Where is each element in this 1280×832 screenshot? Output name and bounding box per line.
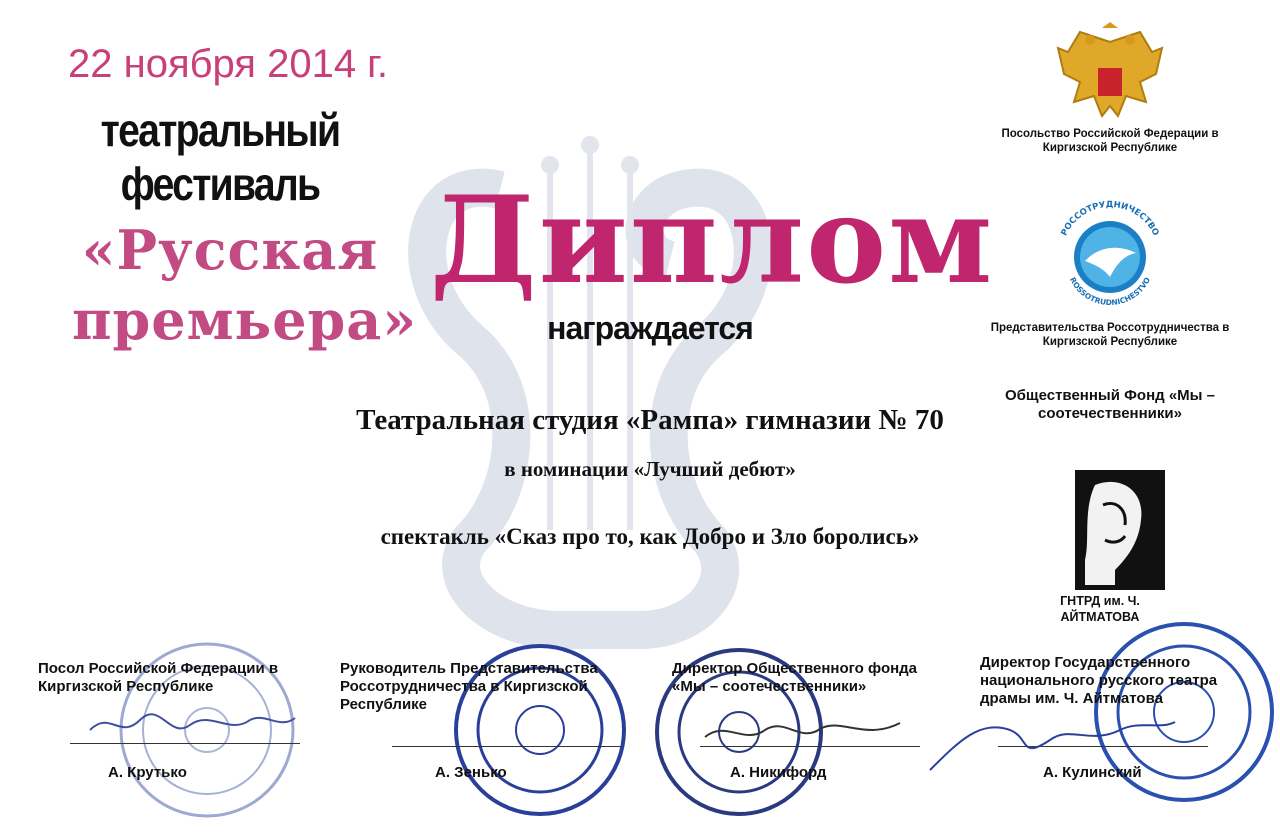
signature-name-1: А. Крутько — [108, 764, 187, 781]
rossotr-ring-top-text: РОССОТРУДНИЧЕСТВО — [1059, 199, 1161, 238]
signature-line-2 — [392, 746, 622, 747]
recipient: Театральная студия «Рампа» гимназии № 70 — [356, 404, 944, 436]
rossotrudnichestvo-label: Представительства Россотрудничества в Киргизской Республике — [990, 322, 1230, 349]
signature-title-1: Посол Российской Федерации в Киргизской Республике — [38, 660, 279, 695]
awarded-text: награждается — [547, 310, 753, 346]
rossotrudnichestvo-logo-icon — [1040, 195, 1180, 315]
festival-name-line1: «Русская — [81, 218, 379, 282]
nomination: в номинации «Лучший дебют» — [504, 457, 796, 481]
festival-name-line2: премьера» — [72, 288, 418, 352]
embassy-label: Посольство Российской Федерации в Киргизской Республике — [1001, 128, 1219, 155]
signature-title-2: Руководитель Представительства Россотрудничества в Киргизской Республике — [340, 660, 598, 713]
signature-name-4: А. Кулинский — [1043, 764, 1142, 781]
rossotr-ring-bottom-text: ROSSOTRUDNICHESTVO — [1068, 275, 1153, 308]
signature-title-4: Директор Государственного национального русского театра драмы им. Ч. Айтматова — [980, 654, 1218, 707]
signature-title-3: Директор Общественного фонда «Мы – соотечественники» — [672, 660, 918, 695]
signature-name-2: А. Зенько — [435, 764, 507, 781]
signature-name-3: А. Никифорд — [730, 764, 827, 781]
festival-line2: фестиваль — [120, 158, 320, 210]
signature-3 — [700, 715, 910, 755]
theater-label: ГНТРД им. Ч. АЙТМАТОВА — [1060, 594, 1140, 624]
coat-of-arms-icon — [1050, 22, 1170, 126]
signature-1 — [80, 700, 300, 750]
play-title: спектакль «Сказ про то, как Добро и Зло боролись» — [380, 524, 920, 549]
fund-label: Общественный Фонд «Мы – соотечественники» — [1005, 387, 1215, 422]
aitmatov-portrait-icon — [1075, 470, 1165, 590]
diploma-title: Диплом — [430, 170, 995, 311]
festival-line1: театральный — [100, 104, 340, 156]
event-date: 22 ноября 2014 г. — [68, 42, 388, 86]
